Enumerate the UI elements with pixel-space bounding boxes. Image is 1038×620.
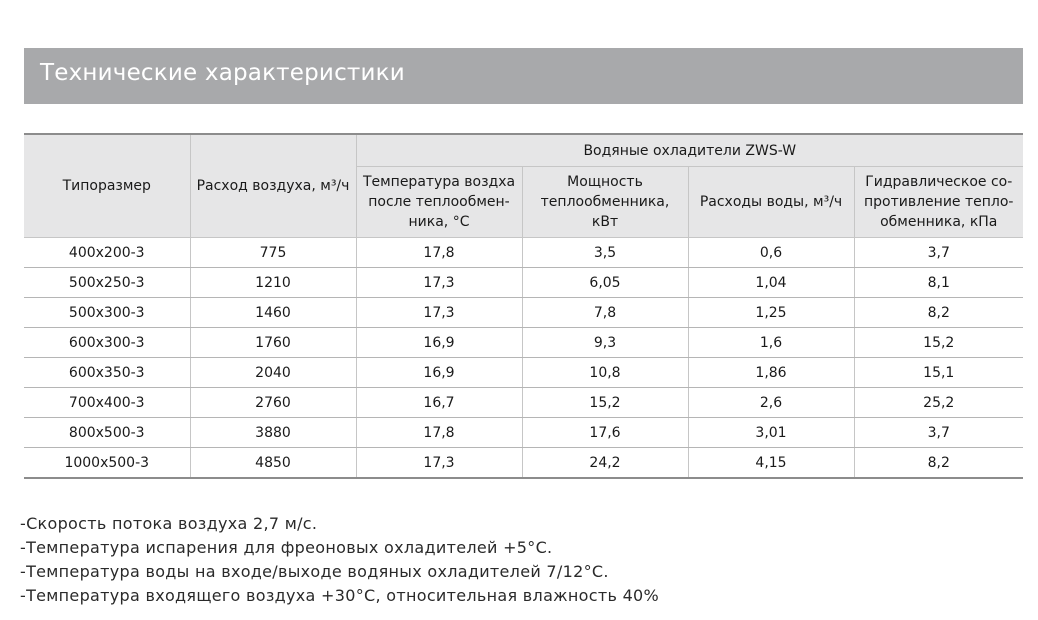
table-cell: 17,3 bbox=[356, 298, 522, 328]
note-air-speed: -Скорость потока воздуха 2,7 м/с. bbox=[20, 514, 318, 533]
table-cell: 500x300-3 bbox=[24, 298, 190, 328]
table-cell: 17,3 bbox=[356, 448, 522, 479]
table-cell: 7,8 bbox=[522, 298, 688, 328]
table-cell: 775 bbox=[190, 238, 356, 268]
table-cell: 1460 bbox=[190, 298, 356, 328]
table-cell: 600x300-3 bbox=[24, 328, 190, 358]
table-body bbox=[24, 238, 1023, 479]
table-row bbox=[24, 418, 1023, 448]
table-cell: 25,2 bbox=[854, 388, 1023, 418]
table-cell: 3880 bbox=[190, 418, 356, 448]
header-air-temp-after: Температура воздха после теплообмен-ника, °С bbox=[356, 167, 522, 238]
table-row bbox=[24, 238, 1023, 268]
table-cell: 3,01 bbox=[688, 418, 854, 448]
table-cell: 17,3 bbox=[356, 268, 522, 298]
table-row bbox=[24, 358, 1023, 388]
header-air-flow: Расход воздуха, м³/ч bbox=[190, 134, 356, 238]
table-cell: 6,05 bbox=[522, 268, 688, 298]
table-cell: 800x500-3 bbox=[24, 418, 190, 448]
table-cell: 17,8 bbox=[356, 418, 522, 448]
table-cell: 8,2 bbox=[854, 448, 1023, 479]
note-water-temp: -Температура воды на входе/выходе водяных охладителей 7/12°С. bbox=[20, 562, 609, 581]
table-cell: 1,6 bbox=[688, 328, 854, 358]
table-cell: 1000x500-3 bbox=[24, 448, 190, 479]
table-cell: 10,8 bbox=[522, 358, 688, 388]
table-cell: 16,9 bbox=[356, 328, 522, 358]
table-cell: 2,6 bbox=[688, 388, 854, 418]
table-cell: 1760 bbox=[190, 328, 356, 358]
header-water-coolers-group: Водяные охладители ZWS-W bbox=[356, 134, 1023, 167]
table-cell: 8,2 bbox=[854, 298, 1023, 328]
table-row bbox=[24, 268, 1023, 298]
table-cell: 16,9 bbox=[356, 358, 522, 388]
table-cell: 1,86 bbox=[688, 358, 854, 388]
table-cell: 500x250-3 bbox=[24, 268, 190, 298]
table-cell: 4,15 bbox=[688, 448, 854, 479]
note-evaporation-temp: -Температура испарения для фреоновых охладителей +5°С. bbox=[20, 538, 553, 557]
table-cell: 3,5 bbox=[522, 238, 688, 268]
table-cell: 8,1 bbox=[854, 268, 1023, 298]
table-row bbox=[24, 388, 1023, 418]
table-cell: 9,3 bbox=[522, 328, 688, 358]
header-heat-exchanger-power: Мощность теплообменника, кВт bbox=[522, 167, 688, 238]
table-cell: 17,6 bbox=[522, 418, 688, 448]
table-cell: 0,6 bbox=[688, 238, 854, 268]
section-title-bar bbox=[24, 48, 1023, 104]
table-cell: 3,7 bbox=[854, 238, 1023, 268]
table-cell: 1210 bbox=[190, 268, 356, 298]
table-cell: 3,7 bbox=[854, 418, 1023, 448]
table-cell: 15,1 bbox=[854, 358, 1023, 388]
page-title: Технические характеристики bbox=[40, 60, 405, 86]
table-cell: 2760 bbox=[190, 388, 356, 418]
table-cell: 1,04 bbox=[688, 268, 854, 298]
table-cell: 15,2 bbox=[854, 328, 1023, 358]
table-row bbox=[24, 448, 1023, 479]
table-cell: 17,8 bbox=[356, 238, 522, 268]
header-water-flow: Расходы воды, м³/ч bbox=[688, 167, 854, 238]
table-cell: 16,7 bbox=[356, 388, 522, 418]
table-cell: 1,25 bbox=[688, 298, 854, 328]
header-type-size: Типоразмер bbox=[24, 134, 190, 238]
note-inlet-air: -Температура входящего воздуха +30°С, относительная влажность 40% bbox=[20, 586, 660, 605]
table-cell: 400x200-3 bbox=[24, 238, 190, 268]
table-row bbox=[24, 298, 1023, 328]
table-cell: 2040 bbox=[190, 358, 356, 388]
table-cell: 600x350-3 bbox=[24, 358, 190, 388]
header-hydraulic-resistance: Гидравлическое со-противление тепло-обменника, кПа bbox=[854, 167, 1023, 238]
table-cell: 4850 bbox=[190, 448, 356, 479]
notes-block bbox=[20, 512, 659, 608]
table-cell: 24,2 bbox=[522, 448, 688, 479]
specifications-table bbox=[24, 133, 1023, 479]
table-cell: 15,2 bbox=[522, 388, 688, 418]
table-cell: 700x400-3 bbox=[24, 388, 190, 418]
table-row bbox=[24, 328, 1023, 358]
